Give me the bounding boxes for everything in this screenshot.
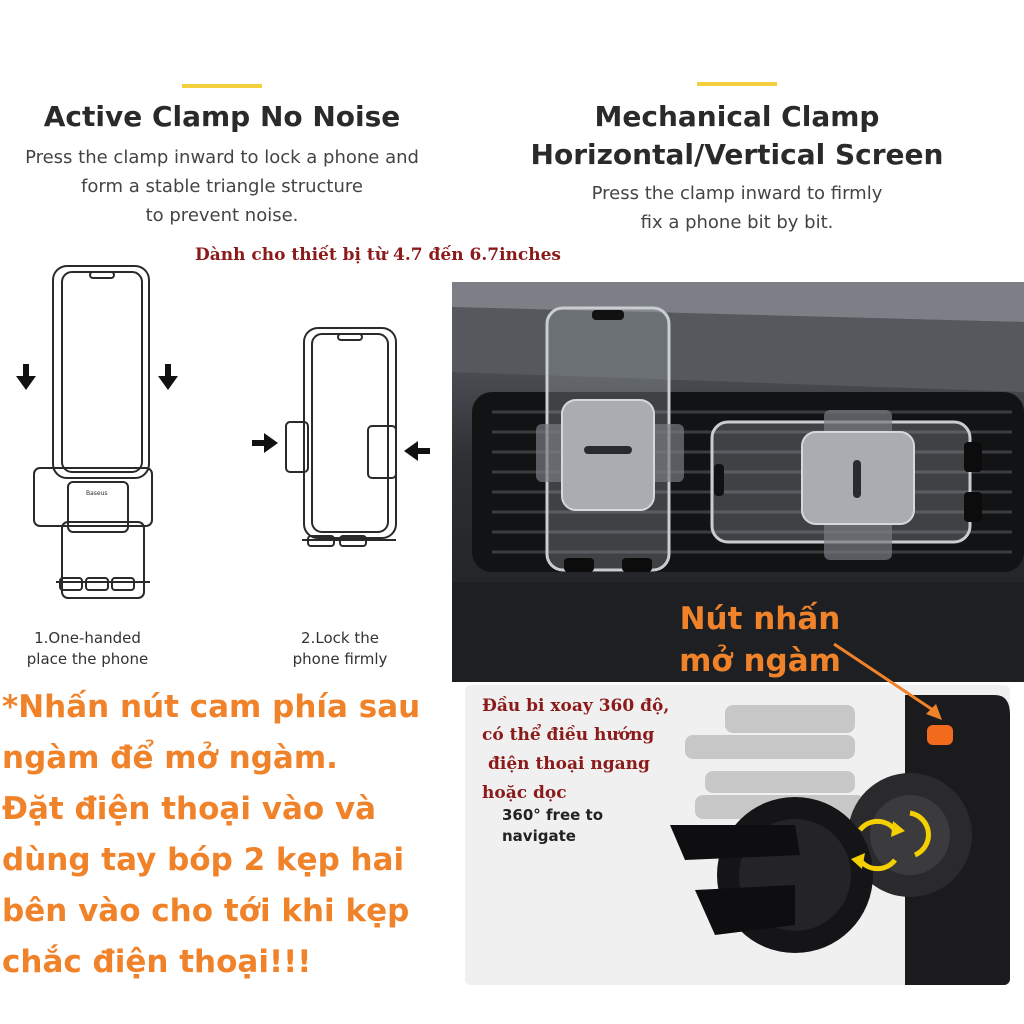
ball-note-line-3: điện thoại ngang (488, 754, 650, 774)
right-title-line-2: Horizontal/Vertical Screen (530, 138, 944, 171)
instruction-line-1: *Nhấn nút cam phía sau (2, 689, 421, 725)
ball-note-line-2: có thể điều hướng (482, 725, 655, 745)
one-handed-placement-illustration (10, 262, 200, 612)
right-desc-line-1: Press the clamp inward to firmly (591, 183, 883, 204)
step-2-label: 2.Lock the phone firmly (292, 629, 388, 668)
right-title-line-1: Mechanical Clamp (594, 100, 880, 133)
device-size-note: Dành cho thiết bị từ 4.7 đến 6.7inches (195, 245, 561, 265)
instruction-line-4: dùng tay bóp 2 kẹp hai (2, 842, 405, 878)
usage-instructions (2, 682, 420, 988)
step-1-label: 1.One-handed place the phone (26, 629, 149, 668)
ball-joint-note (482, 692, 669, 808)
ball-note-line-1: Đầu bi xoay 360 độ, (482, 696, 670, 716)
rotation-note (502, 805, 603, 847)
pointer-line (830, 640, 950, 730)
left-accent-bar (182, 84, 262, 88)
right-accent-bar (697, 82, 777, 86)
brand-mark: Baseus (86, 490, 108, 497)
instruction-line-6: chắc điện thoại!!! (2, 944, 312, 980)
left-feature-description (0, 143, 444, 230)
instruction-line-2: ngàm để mở ngàm. (2, 740, 338, 776)
right-feature-title (520, 98, 954, 174)
instruction-line-5: bên vào cho tới khi kẹp (2, 893, 410, 929)
rotation-note-line-1: 360° free to (502, 806, 604, 824)
ball-note-line-4: hoặc dọc (482, 783, 567, 803)
right-desc-line-2: fix a phone bit by bit. (640, 212, 834, 233)
left-desc-line-3: to prevent noise. (145, 205, 299, 226)
right-feature-description (520, 179, 954, 237)
instruction-line-3: Đặt điện thoại vào và (2, 791, 377, 827)
left-desc-line-2: form a stable triangle structure (81, 176, 363, 197)
left-feature-title: Active Clamp No Noise (43, 100, 401, 133)
left-desc-line-1: Press the clamp inward to lock a phone and (25, 147, 419, 168)
release-label-line-1: Nút nhấn (679, 601, 841, 637)
lock-phone-illustration (246, 322, 436, 562)
release-label-line-2: mở ngàm (679, 643, 841, 679)
rotation-note-line-2: navigate (502, 827, 576, 845)
